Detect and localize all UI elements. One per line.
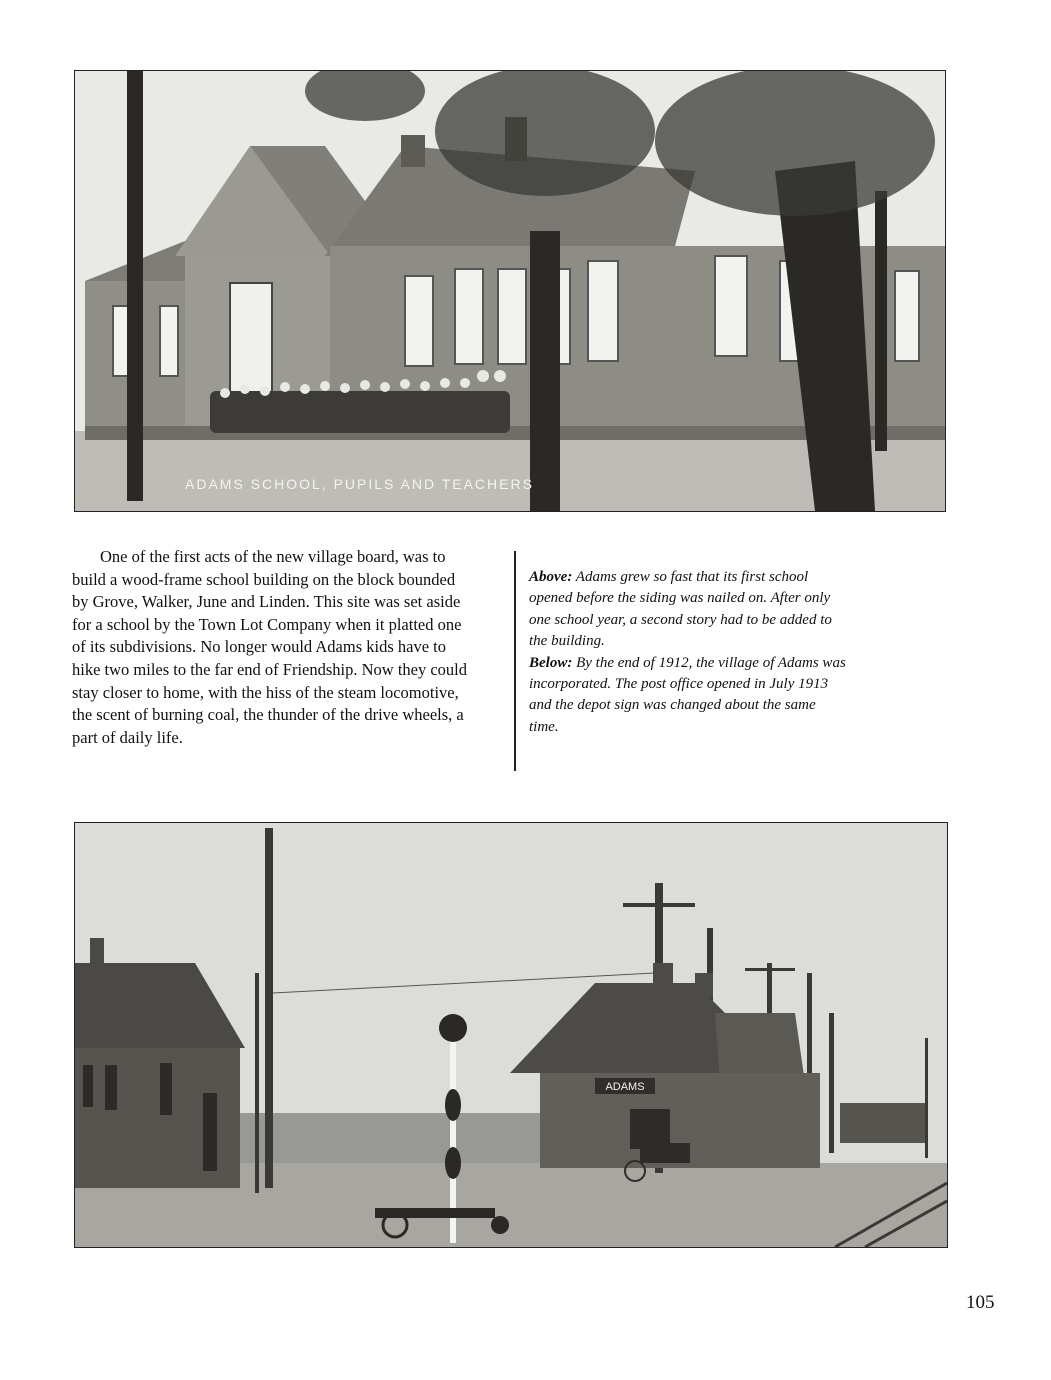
caption-above bbox=[529, 567, 847, 653]
school-photo bbox=[74, 70, 946, 512]
depot-photo-illustration bbox=[75, 823, 947, 1247]
page-number: 105 bbox=[966, 1292, 995, 1313]
caption-below bbox=[529, 653, 847, 739]
caption-below-text: By the end of 1912, the village of Adams was incorporated. The post office opened in July 1913 and the depot sign was changed about the same time. bbox=[529, 654, 846, 735]
school-photo-illustration bbox=[75, 71, 945, 511]
school-photo-inscription: ADAMS SCHOOL, PUPILS AND TEACHERS bbox=[185, 476, 534, 492]
depot-photo bbox=[74, 822, 948, 1248]
caption-below-label: Below: bbox=[529, 654, 573, 671]
depot-sign: ADAMS bbox=[605, 1081, 645, 1093]
caption-above-text: Adams grew so fast that its first school opened before the siding was nailed on. After only one school year, a second story had to be added to the building. bbox=[529, 569, 832, 650]
body-paragraph: One of the first acts of the new village board, was to build a wood-frame school building on the block bounded by Grove, Walker, June and Linden. This site was set aside for a school by the Town Lot Company when it platted one of its subdivisions. No longer would Adams kids have to hike two miles to the far end of Friendship. Now they could stay closer to home, with the hiss of the steam locomotive, the scent of burning coal, the thunder of the drive wheels, a part of daily life. bbox=[72, 547, 468, 747]
body-text bbox=[72, 546, 472, 749]
photo-caption bbox=[529, 567, 847, 738]
caption-above-label: Above: bbox=[529, 569, 573, 585]
column-divider bbox=[514, 551, 516, 771]
